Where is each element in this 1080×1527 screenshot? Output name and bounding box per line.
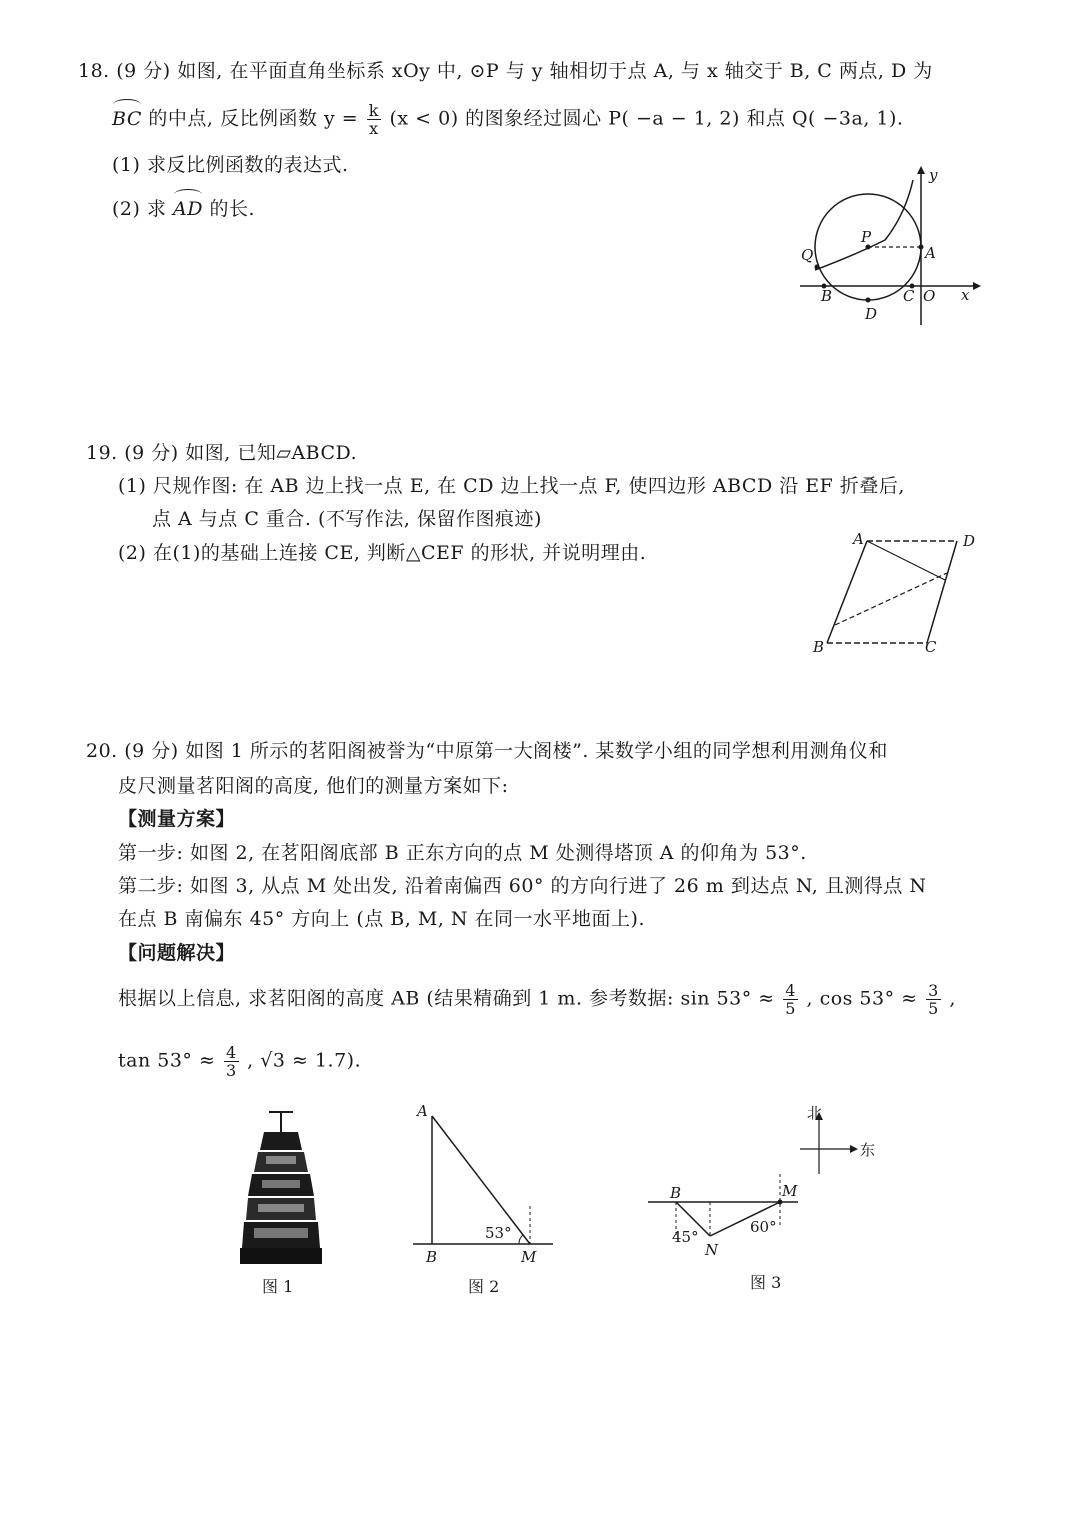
label-b: B <box>821 287 833 305</box>
arc-bc: BC <box>112 107 142 130</box>
q20-q-a: 根据以上信息, 求茗阳阁的高度 AB (结果精确到 1 m. 参考数据: sin 53° ≈ <box>118 987 775 1010</box>
label-north: 北 <box>807 1104 823 1122</box>
label-d: D <box>865 305 878 323</box>
q20-question <box>118 982 956 1017</box>
q18-part2-b: 的长. <box>209 198 256 220</box>
q20-tan-line <box>118 1044 361 1079</box>
q18-line1: 18. (9 分) 如图, 在平面直角坐标系 xOy 中, ⊙P 与 y 轴相切于点 A, 与 x 轴交于 B, C 两点, D 为 <box>78 60 933 82</box>
q18-part2 <box>112 196 255 222</box>
fig1-pagoda <box>236 1108 326 1268</box>
q18-part2-a: (2) 求 <box>112 198 167 220</box>
q19-line1: 19. (9 分) 如图, 已知▱ABCD. <box>86 442 358 464</box>
q18-line2-b: (x < 0) 的图象经过圆心 P( −a − 1, 2) 和点 Q( −3a, 1). <box>389 107 904 130</box>
fig1-caption: 图 1 <box>262 1277 294 1296</box>
label-d: D <box>963 532 976 550</box>
q20-tan-b: , √3 ≈ 1.7). <box>247 1049 362 1072</box>
label-q: Q <box>801 246 814 264</box>
frac-num: 4 <box>785 981 796 1000</box>
label-p: P <box>861 228 872 246</box>
fig3-bearings <box>640 1098 890 1268</box>
q20-tan-a: tan 53° ≈ <box>118 1049 216 1072</box>
label-east: 东 <box>860 1141 876 1159</box>
q18-line2 <box>112 102 903 137</box>
label-angle-60: 60° <box>750 1218 777 1236</box>
q20-step2-a: 第二步: 如图 3, 从点 M 处出发, 沿着南偏西 60° 的方向行进了 26 m 到达点 N, 且测得点 N <box>118 875 927 897</box>
frac-den: 5 <box>785 999 796 1018</box>
frac-den: x <box>369 119 379 138</box>
q19-figure <box>805 525 995 660</box>
frac-num: k <box>368 101 379 120</box>
label-m: M <box>521 1248 537 1266</box>
q20-q-b: , cos 53° ≈ <box>806 987 918 1010</box>
label-angle-53: 53° <box>485 1224 512 1242</box>
q20-line1: 20. (9 分) 如图 1 所示的茗阳阁被誉为“中原第一大阁楼”. 某数学小组的同学想利用测角仪和 <box>86 740 888 762</box>
frac-num: 4 <box>225 1043 237 1062</box>
label-m: M <box>782 1182 798 1200</box>
label-a: A <box>925 244 936 262</box>
fraction-cos <box>926 982 941 1017</box>
q18-figure <box>795 160 985 330</box>
label-c: C <box>925 638 937 656</box>
q20-step2-b: 在点 B 南偏东 45° 方向上 (点 B, M, N 在同一水平地面上). <box>118 908 645 930</box>
label-b: B <box>670 1184 682 1202</box>
fig3-caption: 图 3 <box>750 1273 782 1292</box>
fraction-tan <box>224 1044 239 1079</box>
frac-num: 3 <box>928 981 939 1000</box>
label-a: A <box>853 530 864 548</box>
arc-ad: AD <box>173 198 203 220</box>
fraction-sin <box>783 982 798 1017</box>
fig2-caption: 图 2 <box>468 1277 500 1296</box>
label-angle-45: 45° <box>672 1228 699 1246</box>
label-b: B <box>426 1248 438 1266</box>
solve-title: 【问题解决】 <box>118 942 236 964</box>
label-c: C <box>903 287 915 305</box>
frac-den: 3 <box>225 1061 237 1080</box>
label-n: N <box>705 1241 719 1259</box>
label-y: y <box>929 166 938 184</box>
q19-part1-a: (1) 尺规作图: 在 AB 边上找一点 E, 在 CD 边上找一点 F, 使四边形 ABCD 沿 EF 折叠后, <box>118 475 905 497</box>
q18-part1: (1) 求反比例函数的表达式. <box>112 154 349 176</box>
q18-line2-a: 的中点, 反比例函数 y = <box>148 107 359 130</box>
q20-line2: 皮尺测量茗阳阁的高度, 他们的测量方案如下: <box>118 775 509 797</box>
q19-part2: (2) 在(1)的基础上连接 CE, 判断△CEF 的形状, 并说明理由. <box>118 542 647 564</box>
label-a: A <box>417 1102 428 1120</box>
fraction-k-over-x <box>367 102 381 137</box>
label-o: O <box>923 287 936 305</box>
q19-part1-b: 点 A 与点 C 重合. (不写作法, 保留作图痕迹) <box>152 508 542 530</box>
label-b: B <box>813 638 825 656</box>
frac-den: 5 <box>928 999 939 1018</box>
plan-title: 【测量方案】 <box>118 808 236 830</box>
q20-step1: 第一步: 如图 2, 在茗阳阁底部 B 正东方向的点 M 处测得塔顶 A 的仰角为 53°. <box>118 842 807 864</box>
q20-q-c: , <box>949 987 956 1010</box>
fig2-triangle <box>405 1098 555 1268</box>
label-x: x <box>961 286 970 304</box>
